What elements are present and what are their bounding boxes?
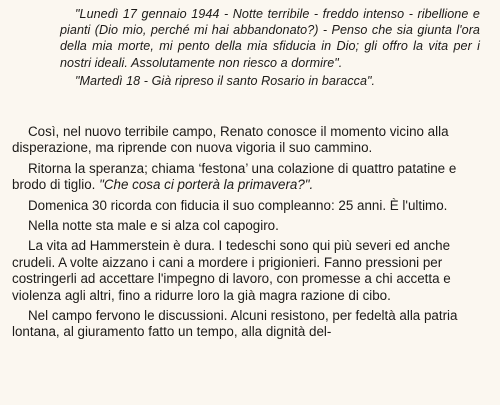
- paragraph-discussions: Nel campo fervono le discussioni. Alcuni resistono, per fedeltà alla patria lontana, al giuramento fatto un tempo, alla dignità del-: [12, 308, 458, 340]
- paragraph-hammerstein: La vita ad Hammerstein è dura. I tedeschi sono qui più severi ed anche crudeli. A volte aizzano i cani a mordere i prigionieri. Fanno pressioni per costringerli ad accettare l'impegno di lavoro, con promesse a chi accetta e violenza agli altri, fino a ridurre loro la già magra razione di cibo.: [12, 238, 451, 303]
- spring-question: "Che cosa ci porterà la primavera?".: [99, 177, 314, 193]
- diary-quote-block: [60, 6, 480, 89]
- paragraph-hope: [12, 161, 487, 194]
- diary-entry-january-18: "Martedì 18 - Già ripreso il santo Rosario in baracca".: [75, 73, 376, 88]
- narrative-text: [12, 124, 487, 345]
- paragraph-despair: Così, nel nuovo terribile campo, Renato conosce il momento vicino alla disperazione, ma riprende con nuova vigoria il suo cammino.: [12, 124, 449, 156]
- paragraph-night: Nella notte sta male e si alza col capogiro.: [28, 218, 279, 234]
- paragraph-hope-text: Ritorna la speranza; chiama ‘festona’ una colazione di quattro patatine e brodo di tiglio.: [12, 160, 457, 193]
- diary-entry-january-17: "Lunedì 17 gennaio 1944 - Notte terribile - freddo intenso - ribellione e pianti (Dio mio, perché mi hai abbandonato?) - Penso che sia giunta l'ora della mia morte, mi pento della mia sfiducia in Dio; gli offro la vita per i nostri ideali. Assolutamente non riesco a dormire".: [60, 7, 480, 70]
- paragraph-birthday: Domenica 30 ricorda con fiducia il suo compleanno: 25 anni. È l'ultimo.: [28, 197, 448, 213]
